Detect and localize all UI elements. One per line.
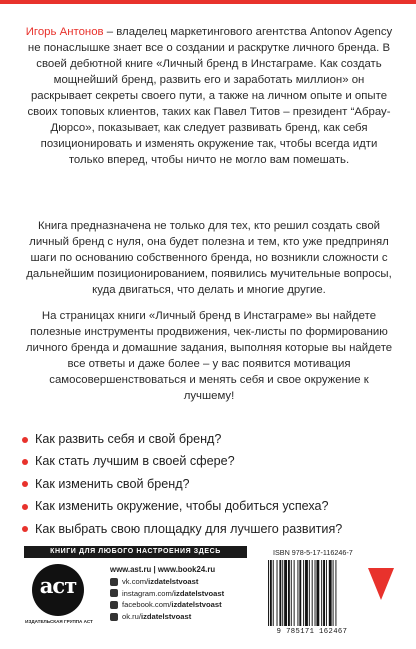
publisher-logo xyxy=(22,564,96,628)
intro-text: – владелец маркетингового агентства Antonov Agency не понаслышке знает все о создании и раскрутке личного бренда. В своей дебютной книге «Личный бренд в Инстаграме. Как создать мощнейший бренд, развить его и заработать миллион» он раскрывает секреты своего пути, а также на личном опыте и опыте своих топовых клиентов, таких как Павел Титов – президент “Абрау-Дюрсо», показывает, как следует развивать бренд, как себя позиционировать и изменять окружение так, чтобы всегда идти только вперед, чтобы ничто не могло вам помешать. xyxy=(27,26,393,166)
social-prefix: ok.ru/ xyxy=(122,611,141,621)
bullet-icon xyxy=(22,437,28,443)
social-link-facebook[interactable] xyxy=(110,599,250,611)
question-item xyxy=(22,495,402,517)
question-item xyxy=(22,450,402,472)
social-prefix: instagram.com/ xyxy=(122,588,174,598)
logo-caption: ИЗДАТЕЛЬСКАЯ ГРУППА АСТ xyxy=(25,619,93,624)
social-handle: izdatelstvoast xyxy=(141,611,192,621)
facebook-icon xyxy=(110,601,118,609)
odnoklassniki-icon xyxy=(110,613,118,621)
social-prefix: vk.com/ xyxy=(122,577,149,586)
barcode xyxy=(266,560,358,626)
question-text: Как выбрать свою площадку для лучшего развития? xyxy=(35,521,343,536)
contents-paragraph: На страницах книги «Личный бренд в Инстаграме» вы найдете полезные инструменты продвижения, чек-листы по формированию личного бренда и домашние задания, выполняя которые вы найдете все ответы и даже более – у вас появится мотивация самосовершенствоваться и менять себя и свое окружение к лучшему! xyxy=(25,310,393,402)
social-handle: izdatelstvoast xyxy=(171,600,222,610)
logo-wordmark: аст xyxy=(39,573,77,598)
social-prefix: facebook.com/ xyxy=(122,600,172,610)
question-text: Как стать лучшим в своей сфере? xyxy=(35,454,235,469)
social-link-vk[interactable] xyxy=(110,576,250,588)
social-link-instagram[interactable] xyxy=(110,588,250,600)
instagram-icon xyxy=(110,589,118,597)
question-item xyxy=(22,473,402,495)
bullet-icon xyxy=(22,526,28,532)
question-text: Как развить себя и свой бренд? xyxy=(35,432,222,446)
barcode-number: 9 785171 162467 xyxy=(276,628,348,636)
question-item xyxy=(22,428,402,450)
question-text: Как изменить свой бренд? xyxy=(35,476,190,491)
bullet-icon xyxy=(22,504,28,510)
intro-paragraph xyxy=(24,24,394,168)
isbn-label: ISBN 978-5-17-116246-7 xyxy=(273,548,353,557)
question-text: Как изменить окружение, чтобы добиться успеха? xyxy=(35,499,329,514)
social-handle: izdatelstvoast xyxy=(173,588,225,598)
top-accent-rule xyxy=(0,0,416,4)
author-name: Игорь Антонов xyxy=(25,26,104,38)
bullet-icon xyxy=(22,481,28,487)
social-handle: izdatelstvoast xyxy=(148,577,199,586)
bullet-icon xyxy=(22,459,28,465)
vk-icon xyxy=(110,578,118,586)
slogan-bar: КНИГИ ДЛЯ ЛЮБОГО НАСТРОЕНИЯ ЗДЕСЬ xyxy=(24,546,247,558)
logo-circle xyxy=(32,564,84,616)
question-list xyxy=(22,428,402,540)
age-rating-icon xyxy=(366,566,396,606)
question-item xyxy=(22,518,402,540)
website-links[interactable]: www.ast.ru | www.book24.ru xyxy=(110,565,216,574)
audience-paragraph: Книга предназначена не только для тех, кто решил создать свой личный бренд с нуля, она будет полезна и тем, кто уже предпринял шаги по основанию собственного бренда, но возникли сложности с дальнейшим позиционированием, появились мучительные вопросы, куда двигаться, что делать и многие другие. xyxy=(26,220,392,296)
publisher-links xyxy=(110,564,250,622)
social-link-ok[interactable] xyxy=(110,611,250,623)
